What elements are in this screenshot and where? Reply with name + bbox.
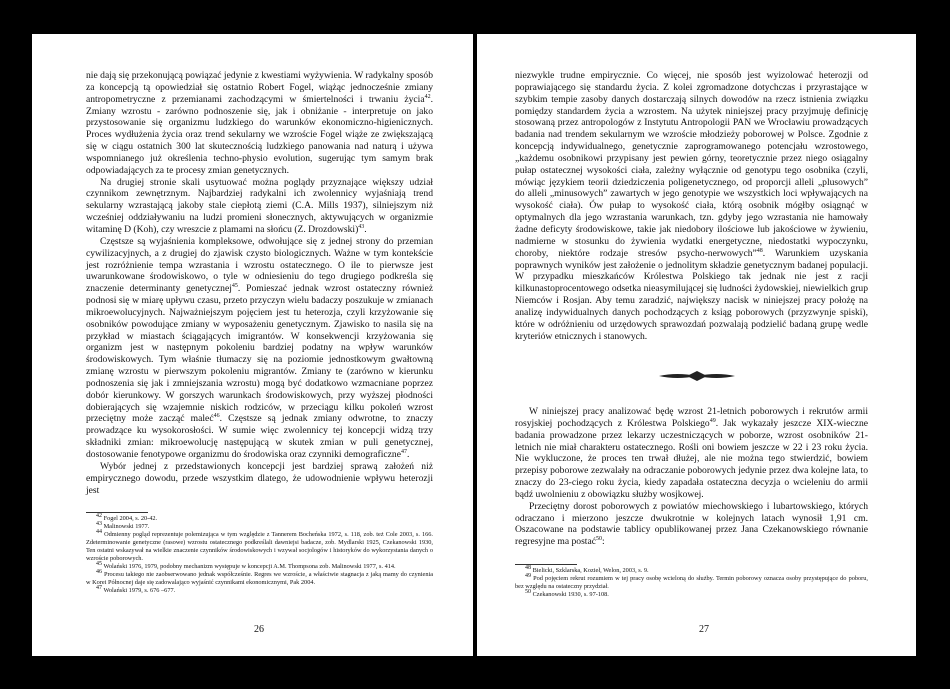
right-paragraph-3: Przeciętny dorost poborowych z powiatów miechowskiego i lubartowskiego, których odraczano i mierzono jeszcze dwukrotnie w kolejnych latach wynosił 1,91 cm. Oszacowane na podstawie tablicy opublikowanej przez Jana Czekanowskiego równanie regresyjne ma postać$^{50}$: (515, 500, 868, 548)
right-page (477, 34, 916, 656)
footnote-46: $^{46}$ Procesu takiego nie zaobserwowano jednak współcześnie. Regres we wzroście, a właściwie stagnacja z jaką mamy do czynienia w Korei Północnej daje się zadowalająco wyjaśnić czynnikami ekonomicznymi, Pak 2004. (86, 568, 434, 586)
left-footnotes (86, 512, 433, 595)
right-paragraph-1: niezwykle trudne empirycznie. Co więcej, nie sposób jest wyizolować heterozji od poprawiającego się standardu życia. Z kolei zgromadzone dotychczas i przyrastające w szybkim tempie zasoby danych dostarczają silnych dowodów na rzecz istnienia związku pomiędzy standardem życia a wzrostem. Na użytek niniejszej pracy przyjmuję definicję stosowaną przez antropologów z Instytutu Antropologii PAN we Wrocławiu prowadzących badania nad trendem sekularnym we wzroście młodzieży poborowej w Polsce. Zgodnie z koncepcją indywidualnego, genetycznie zaprogramowanego potencjału wzrostowego, „każdemu osobnikowi przypisany jest pewien górny, teoretycznie przez niego osiągalny pułap ostatecznej wysokości ciała, zależny wyłącznie od genotypu tego osobnika (czyli, mówiąc językiem teorii dziedziczenia poligenetycznego, od proporcji alleli „plusowych” do alleli „minusowych” zawartych w jego genotypie we wszystkich loci wpływających na wysokość ciała). Ów pułap to wysokość ciała, którą osobnik mógłby osiągnąć w optymalnych dla jego wzrastania warunkach, tzn. gdyby jego wzrastania nie hamowały żadne deficyty środowiskowe, takie jak niedobory ilościowe lub jakościowe w żywieniu, nadmierne w stosunku do żywienia wydatki energetyczne, niedostatki wypoczynku, choroby, niektóre rodzaje stresów psycho-nerwowych”$^{48}$. Warunkiem uzyskania poprawnych wyników jest założenie o jednolitym składzie genetycznym badanej populacji. W przypadku mieszkańców Królestwa Polskiego tak jednak nie jest z racji kilkunastoprocentowego odsetka nieasymilującej się ludności żydowskiej, niewielkich grup Niemców i Rosjan. Aby temu zaradzić, największy nacisk w niniejszej pracy położę na analizę indywidualnych danych pochodzących z ksiąg poborowych (przyzwynje spiski), które w odróżnieniu od urzędowych sprawozdań pozwalają podzielić badaną grupę wedle kryteriów etnicznych i stanowych. (515, 70, 868, 342)
left-body-text (86, 70, 433, 496)
footnote-42: $^{42}$ Fogel 2004, s. 20-42. (96, 512, 158, 522)
footnote-43: $^{43}$ Malinowski 1977. (96, 520, 150, 530)
footnote-45: $^{45}$ Wolański 1976, 1979, podobny mechanizm występuje w koncepcji A.M. Thompsona zob. Malinowski 1977, s. 414. (96, 560, 396, 570)
right-body-text-bottom (515, 406, 868, 548)
section-ornament-icon (657, 369, 737, 383)
page-number: 27 (699, 624, 709, 635)
footnote-48: $^{48}$ Bielicki, Szklarska, Kozieł, Welon, 2003, s. 9. (525, 564, 649, 574)
footnote-47: $^{47}$ Wolański 1979, s. 676 –677. (96, 584, 176, 594)
left-page (32, 34, 473, 656)
left-paragraph-3: Częstsze są wyjaśnienia kompleksowe, odwołujące się z jednej strony do przemian cywilizacyjnych, a z drugiej do zjawisk czysto biologicznych. Ważne w tym kontekście jest rozróżnienie tempa wzrastania i wzrostu ostatecznego. O ile to pierwsze jest uwarunkowane środowiskowo, o tyle w odniesieniu do tego drugiego podkreśla się znaczenie determinanty genetycznej$^{45}$. Pomieszać jednak wzrost ostateczny również podnosi się w miarę upływu czasu, przeto przyczyn wielu badaczy poszukuje w zmianach mikroewolucyjnych. Najważniejszym pojęciem jest tu heterozja, czyli krzyżowanie się osobników powodujące zmiany w wyposażeniu genetycznym. Zjawisko to nasila się na przykład w miastach ściągających imigrantów. W konsekwencji krzyżowania się organizm jest w następnym pokoleniu bardziej podatny na wpływ warunków środowiskowych. Tym właśnie tłumaczy się na poziomie jednostkowym gwałtowną zmianę wzrostu w pierwszym pokoleniu migrantów. Zmiany te (zarówno w kierunku podnoszenia się jak i zmniejszania wzrostu) mogą być dodatkowo wzmacniane poprzez dobór kierunkowy. W gorszych warunkach środowiskowych, przy wyższej płodności dobierających się wzajemnie niskich rodziców, w przeciągu kilku pokoleń wzrost przeciętny może zacząć maleć$^{46}$. Częstsze są jednak zmiany odwrotne, to znaczy prowadzące ku wysokorosłości. W sumie więc zwolennicy tej koncepcji widzą trzy składniki zmian: mikroewolucję następującą w skutek zmian w puli genetycznej, dostosowanie fenotypowe organizmu do środowiska oraz czynniki demograficzne$^{47}$. (86, 235, 434, 460)
footnote-49: $^{49}$ Pod pojęciem rekrut rozumiem w tej pracy osobę wcieloną do służby. Termin poborowy oznacza osoby przystępujące do poboru, bez względu na ostateczny przydział. (515, 572, 868, 590)
left-paragraph-4: Wybór jednej z przedstawionych koncepcji jest bardziej sprawą założeń niż empirycznego dowodu, przede wszystkim dlatego, że udowodnienie wpływu heterozji jest (86, 460, 433, 496)
left-paragraph-1: nie dają się przekonującą powiązać jedynie z kwestiami wyżywienia. W radykalny sposób za koncepcją tą opowiedział się ostatnio Robert Fogel, wiążąc jednocześnie zmiany antropometryczne z przemianami zachodzącymi w śmiertelności i trwaniu życia$^{42}$. Zmiany wzrostu - zarówno podnoszenie się, jak i obniżanie - interpretuje on jako przystosowanie się organizmu ludzkiego do warunków ekonomiczno-higienicznych. Proces wydłużenia życia oraz trend sekularny we wzroście Fogel wiąże ze zwiększającą się w ciągu ostatnich 300 lat skutecznością ludzkiego panowania nad naturą i używa wspomnianego już określenia techno-physio evolution, sugerując tym samym brak odpowiadających za te procesy zmian genetycznych. (86, 70, 433, 176)
right-paragraph-2: W niniejszej pracy analizować będę wzrost 21-letnich poborowych i rekrutów armii rosyjskiej pochodzących z Królestwa Polskiego$^{49}$. Jak wykazały jeszcze XIX-wieczne badania prowadzone przez lekarzy uczestniczących w poborze, wzrost osobników 21-letnich nie miał charakteru ostatecznego. Rośli oni bowiem jeszcze w 22 i 23 roku życia. Nie wykluczone, że proces ten trwał dłużej, ale nie można tego stwierdzić, bowiem przepisy poborowe zezwalały na odraczanie poborowych jedynie przez dwa kolejne lata, to znaczy do 23-ciego roku życia, kiedy zapadała ostateczna decyzja o wcieleniu do armii bądź uwolnieniu z obowiązku służby wosjkowej. (515, 406, 868, 500)
footnote-44: $^{44}$ Odmienny pogląd reprezentuje polemizująca w tym względzie z Tannerem Bocheńska 1972, s. 118, zob. też Cole 2003, s. 166. Zdeterminowanie genetyczne (rasowe) wzrostu ostatecznego podkreślali dawniejsi badacze, zob. Mydlarski 1925, Czekanowski 1930, Ten ostatni wskazywał na wielkie znaczenie czynników środowiskowych i wzywał socjologów i historyków do wykorzystania danych o wzroście poborowych. (86, 528, 433, 562)
right-body-text-top (515, 70, 868, 342)
page-number: 26 (254, 624, 264, 635)
left-paragraph-2: Na drugiej stronie skali usytuować można poglądy przyznające większy udział czynnikom zewnętrznym. Najbardziej radykalni ich zwolennicy wyjaśniają trend sekularny wzrastającą jakoby stale ciepłotą ziemi (C.A. Mills 1937), silniejszym niż wcześniej oddziaływaniu na ludzi promieni słonecznych, aktywujących w organizmie witaminę D (Koh), czy wreszcie z plamami na słońcu (Z. Drozdowski)$^{43}$. (86, 176, 433, 235)
footnote-50: $^{50}$ Czekanowski 1930, s. 97-108. (525, 588, 609, 598)
right-footnotes (515, 564, 868, 599)
